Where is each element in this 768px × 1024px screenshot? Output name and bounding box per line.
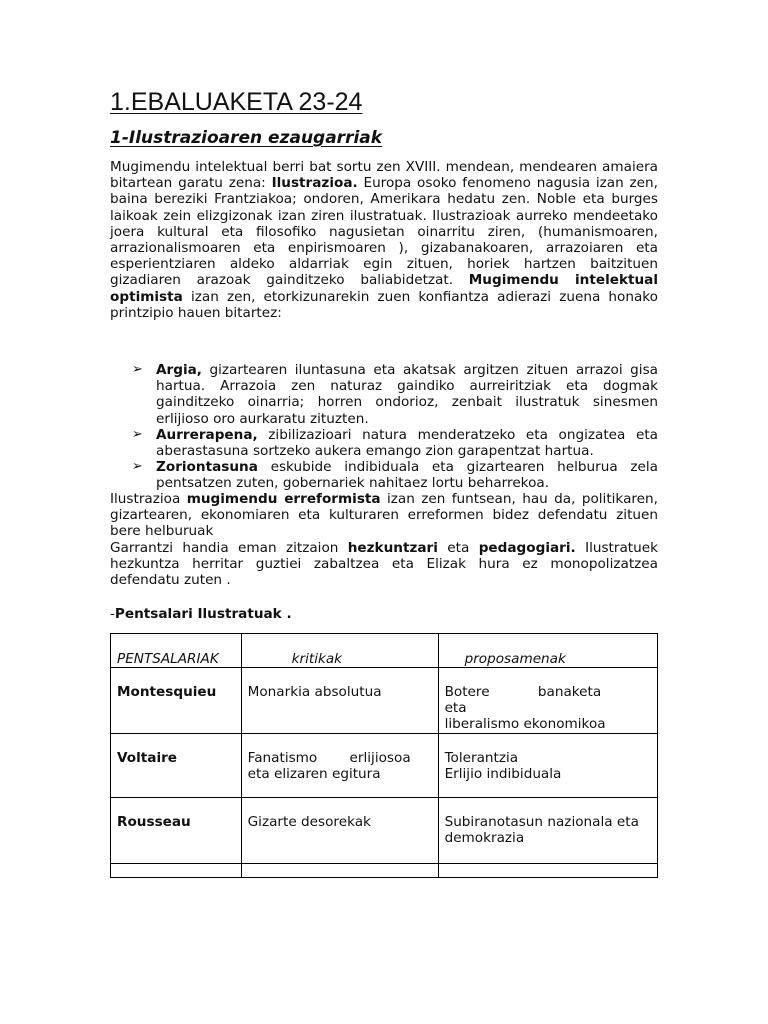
education-text-mid: eta bbox=[437, 539, 479, 556]
page-title: 1.EBALUAKETA 23-24 bbox=[110, 88, 363, 116]
section-title: 1-Ilustrazioaren ezaugarriak bbox=[110, 128, 383, 148]
intro-bold-ilustrazioa: Ilustrazioa. bbox=[271, 175, 358, 192]
proposamenak-line-1 bbox=[445, 684, 651, 716]
intro-text-3: izan zen, etorkizunarekin zuen konfiantza adierazi zuena honako printzipio hauen bitartez: bbox=[110, 288, 658, 321]
education-text-2: Ilustratuek hezkuntza herritar guztiei zabaltzea eta Elizak hura ez monopolizatzea defendatu zuten . bbox=[110, 539, 658, 589]
empty-cell bbox=[111, 863, 242, 877]
after-paragraphs bbox=[110, 491, 658, 588]
empty-cell bbox=[438, 863, 657, 877]
reform-text-1: Ilustrazioa bbox=[110, 491, 187, 507]
proposamenak-line-2: liberalismo ekonomikoa bbox=[444, 716, 606, 733]
list-item bbox=[110, 362, 658, 427]
proposamenak-cell bbox=[438, 797, 657, 863]
principles-list bbox=[110, 362, 658, 492]
proposamenak-line-2: demokrazia bbox=[444, 829, 525, 846]
proposamenak-line-2: Erlijio indibiduala bbox=[444, 765, 562, 782]
education-text-1: Garrantzi handia eman zitzaion bbox=[110, 539, 348, 556]
table-header-row bbox=[111, 634, 658, 668]
thinkers-table bbox=[110, 633, 658, 878]
list-item bbox=[110, 459, 658, 491]
bullet-term: Argia, bbox=[156, 362, 202, 378]
arrow-bullet-icon: ➢ bbox=[132, 459, 143, 475]
reform-bold: mugimendu erreformista bbox=[186, 491, 381, 507]
proposal-text-1: Botere banaketa eta bbox=[444, 684, 602, 717]
kritikak-line-2: eta elizaren egitura bbox=[247, 765, 381, 782]
thinker-name: Voltaire bbox=[111, 733, 242, 797]
header-cell-kritikak: kritikak bbox=[241, 634, 438, 668]
table-row bbox=[111, 668, 658, 734]
education-bold-hezkuntza: hezkuntzari bbox=[347, 539, 438, 556]
kritikak-cell bbox=[241, 733, 438, 797]
proposamenak-cell bbox=[438, 668, 657, 734]
kritikak-cell: Monarkia absolutua bbox=[241, 668, 438, 734]
intro-text-1: Mugimendu intelektual berri bat sortu zen XVIII. mendean, mendearen amaiera bitartean garatu zena: bbox=[110, 159, 658, 192]
education-paragraph bbox=[110, 540, 658, 589]
thinker-name: Montesquieu bbox=[111, 668, 242, 734]
intro-text-2: Europa osoko fenomeno nagusia izan zen, baina bereziki Frantziakoa; ondoren, Amerikara hedatu zen. Noble eta burges laikoak zein elizgizonak izan ziren ilustratuak. Ilustrazioak aurreko mendeetako joera kultural eta filosofiko nagusietan oinarritu ziren, (humanismoaren, arrazionalismoaren eta enpirismoaren ), gizabanakoaren, arrazoiaren eta esperientziaren aldeko aldarriak egin zituen, horiek hartzen baitzituen gizadiaren arazoak gainditzeko baliabidetzat. bbox=[110, 175, 658, 289]
kritikak-cell: Gizarte desorekak bbox=[241, 797, 438, 863]
thinkers-heading-dash: - bbox=[110, 606, 115, 622]
header-cell-proposamenak: proposamenak bbox=[438, 634, 657, 668]
table-row bbox=[111, 797, 658, 863]
intro-paragraph bbox=[110, 159, 658, 321]
reform-text-2: izan zen funtsean, hau da, politikaren, gizartearen, ekonomiaren eta kulturaren erreformen bidez defendatu zituen bere helburuak bbox=[110, 491, 658, 540]
intro-bold-mugimendu: Mugimendu intelektual optimista bbox=[110, 272, 658, 305]
proposamenak-line-1: Subiranotasun nazionala eta bbox=[444, 813, 639, 830]
proposamenak-cell bbox=[438, 733, 657, 797]
proposamenak-line-1: Tolerantzia bbox=[444, 749, 519, 766]
list-item bbox=[110, 427, 658, 459]
bullet-text: zibilizazioari natura menderatzeko eta ongizatea eta aberastasuna sortzeko aukera emango zion garapentzat hartua. bbox=[156, 426, 658, 460]
bullet-text: eskubide indibiduala eta gizartearen helburua zela pentsatzen zuten, gobernariek nahitaez lortu beharrekoa. bbox=[156, 459, 658, 492]
thinkers-heading bbox=[110, 606, 292, 622]
header-cell-pentsalariak: PENTSALARIAK bbox=[111, 634, 242, 668]
arrow-bullet-icon: ➢ bbox=[132, 426, 143, 442]
bullet-term: Aurrerapena, bbox=[156, 426, 258, 443]
kritikak-line-1: Fanatismo erlijiosoa bbox=[247, 749, 411, 766]
education-bold-pedagogia: pedagogiari. bbox=[478, 539, 576, 556]
thinker-name: Rousseau bbox=[111, 797, 242, 863]
table-row bbox=[111, 733, 658, 797]
thinkers-heading-label: Pentsalari Ilustratuak . bbox=[114, 606, 292, 622]
table-row-empty bbox=[111, 863, 658, 877]
arrow-bullet-icon: ➢ bbox=[132, 362, 143, 377]
empty-cell bbox=[241, 863, 438, 877]
reform-paragraph bbox=[110, 491, 658, 540]
bullet-term: Zoriontasuna bbox=[156, 459, 258, 476]
bullet-text: gizartearen iluntasuna eta akatsak argitzen zituen arrazoi gisa hartua. Arrazoia zen naturaz gaindiko aurreiritziak eta dogmak gainditzeko oinarria; horren ondorioz, zenbait ilustratuk sinesmen erlijioso oro aurkaratu zituzten. bbox=[156, 362, 658, 427]
